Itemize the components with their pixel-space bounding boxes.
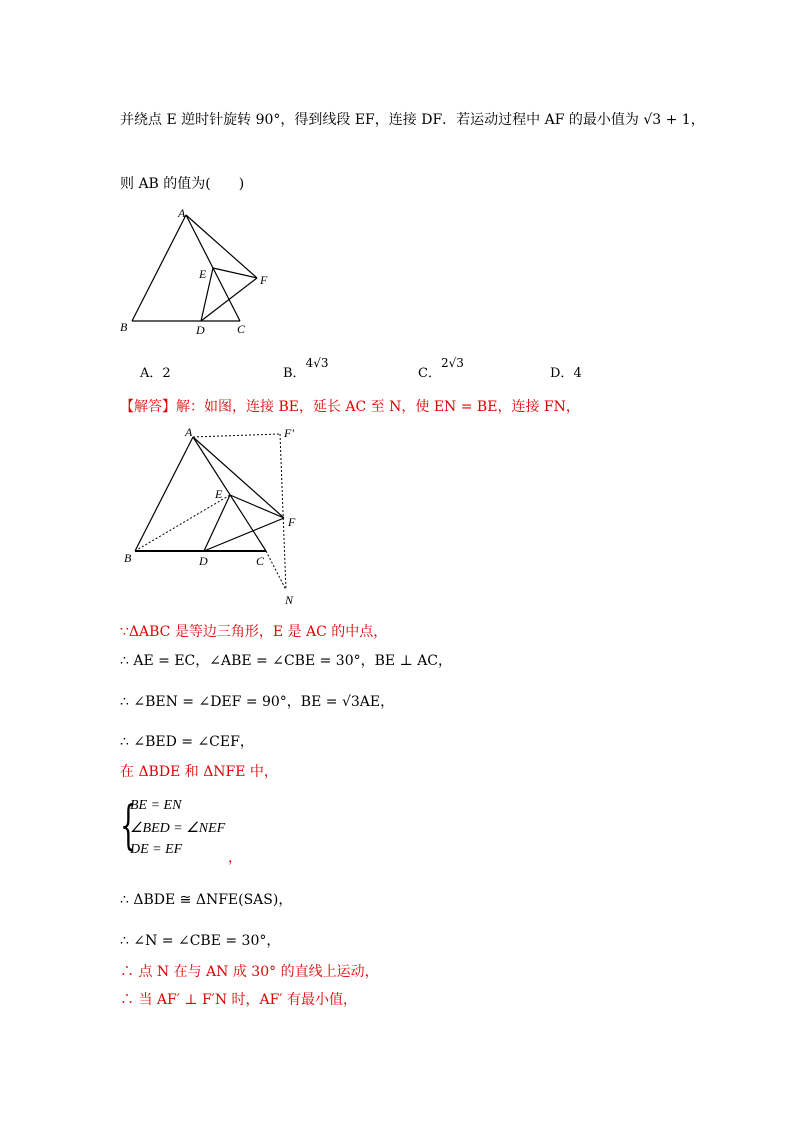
step-4: ∴ ∠BED = ∠CEF， — [120, 734, 254, 750]
problem-line-2: 则 AB 的值为( ) — [120, 176, 245, 192]
option-a-value: 2 — [162, 366, 171, 381]
fig2-label-c: C — [256, 554, 265, 568]
system-eq-1: BE = EN — [130, 798, 182, 813]
option-b-letter: B． — [283, 366, 306, 381]
fig2-label-e: E — [215, 487, 223, 501]
step-2: ∴ AE = EC，∠ABE = ∠CBE = 30°，BE ⊥ AC， — [120, 653, 453, 669]
option-c-letter: C． — [418, 366, 441, 381]
fig1-label-f: F — [260, 273, 268, 287]
step-5: 在 ΔBDE 和 ΔNFE 中， — [120, 764, 278, 780]
option-a-letter: A． — [140, 366, 163, 381]
option-a[interactable] — [140, 362, 171, 381]
system-eq-2: ∠BED = ∠NEF — [130, 821, 226, 836]
solution-intro-text: 解：如图，连接 BE，延长 AC 至 N，使 EN = BE，连接 FN， — [176, 399, 580, 415]
fig2-label-a: A — [185, 425, 193, 439]
solution-tag: 【解答】 — [120, 399, 176, 415]
fig2-label-n: N — [285, 593, 294, 607]
fig2-label-d: D — [199, 554, 208, 568]
system-eq-3: DE = EF — [130, 842, 183, 857]
option-b[interactable] — [283, 356, 329, 381]
system-tail: ， — [228, 850, 242, 866]
system-brace: { — [120, 796, 137, 856]
fig1-label-e: E — [199, 267, 207, 281]
figure-1 — [115, 205, 285, 340]
after-4: ∴ 当 AF′ ⊥ F′N 时，AF′ 有最小值， — [120, 992, 358, 1008]
after-2: ∴ ∠N = ∠CBE = 30°， — [120, 933, 281, 949]
fig1-label-a: A — [178, 206, 186, 220]
option-d[interactable] — [550, 362, 582, 381]
option-d-letter: D． — [550, 366, 574, 381]
problem-line-1: 并绕点 E 逆时针旋转 90°，得到线段 EF，连接 DF．若运动过程中 AF 的最小值为 √3 + 1， — [120, 112, 705, 128]
after-3: ∴ 点 N 在与 AN 成 30° 的直线上运动， — [120, 964, 379, 980]
fig2-label-f: F — [288, 515, 296, 529]
option-c-value: 2√3 — [440, 356, 464, 370]
step-3: ∴ ∠BEN = ∠DEF = 90°，BE = √3AE， — [120, 694, 395, 710]
fig2-label-b: B — [124, 551, 132, 565]
figure-2 — [118, 420, 318, 610]
fig2-label-f-prime: F' — [284, 426, 294, 440]
fig1-label-d: D — [196, 323, 205, 337]
option-c[interactable] — [418, 356, 464, 381]
fig1-label-b: B — [120, 320, 128, 334]
fig1-label-c: C — [237, 322, 246, 336]
option-d-value: 4 — [573, 366, 582, 381]
step-1: ∵ΔABC 是等边三角形，E 是 AC 的中点， — [120, 624, 388, 640]
option-b-value: 4√3 — [305, 356, 329, 370]
solution-intro — [120, 397, 580, 417]
after-1: ∴ ΔBDE ≅ ΔNFE(SAS)， — [120, 892, 293, 908]
